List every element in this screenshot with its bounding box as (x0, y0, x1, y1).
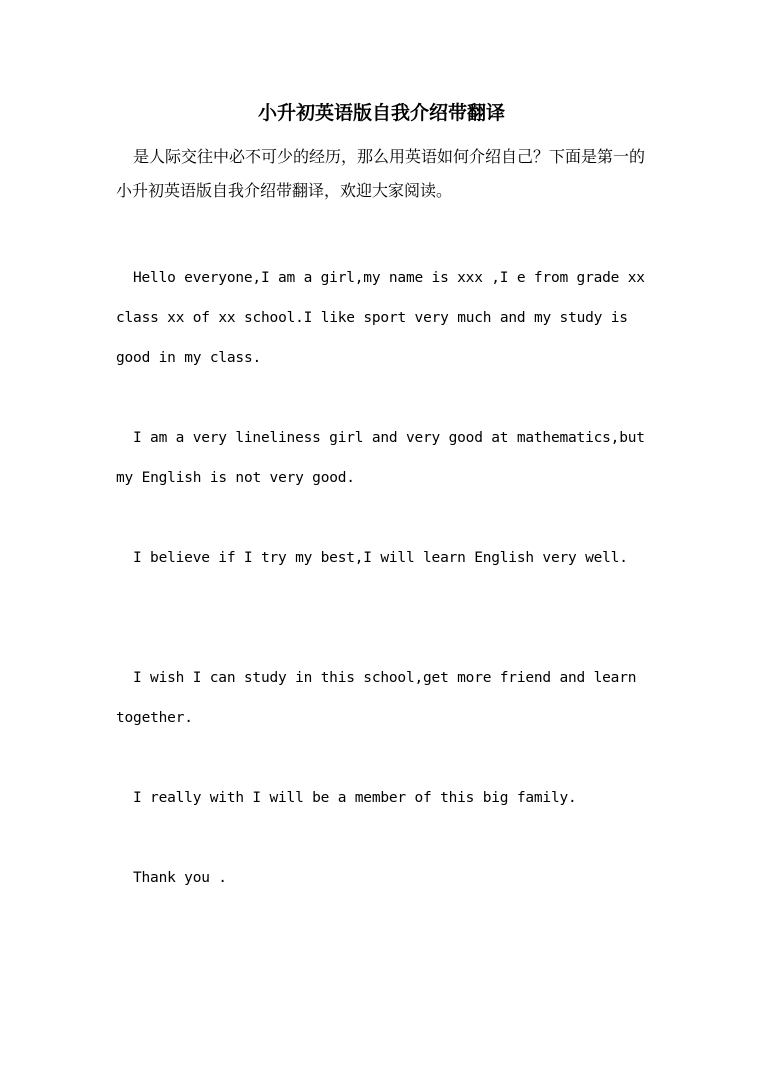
paragraph-text: I wish I can study in this school,get more friend and learn together. (116, 670, 645, 726)
paragraph-text: I really with I will be a member of this big family. (133, 790, 577, 806)
paragraph-text: I believe if I try my best,I will learn English very well. (133, 550, 628, 566)
document-title: 小升初英语版自我介绍带翻译 (257, 102, 505, 124)
paragraph-text: I am a very lineliness girl and very good at mathematics,but my English is not very good. (116, 430, 654, 486)
paragraph-text: Thank you . (133, 870, 227, 886)
paragraph-4 (116, 658, 661, 738)
paragraph-5 (116, 778, 661, 818)
paragraph-text: Hello everyone,I am a girl,my name is xxx ,I e from grade xx class xx of xx school.I like sport very much and my study is good in my class. (116, 270, 654, 366)
intro-text: 是人际交往中必不可少的经历，那么用英语如何介绍自己？下面是第一的小升初英语版自我介绍带翻译，欢迎大家阅读。 (116, 147, 646, 200)
paragraph-2 (116, 418, 661, 498)
paragraph-6 (116, 858, 661, 898)
intro-paragraph (116, 140, 656, 208)
paragraph-3 (116, 538, 661, 578)
paragraph-1 (116, 258, 661, 378)
